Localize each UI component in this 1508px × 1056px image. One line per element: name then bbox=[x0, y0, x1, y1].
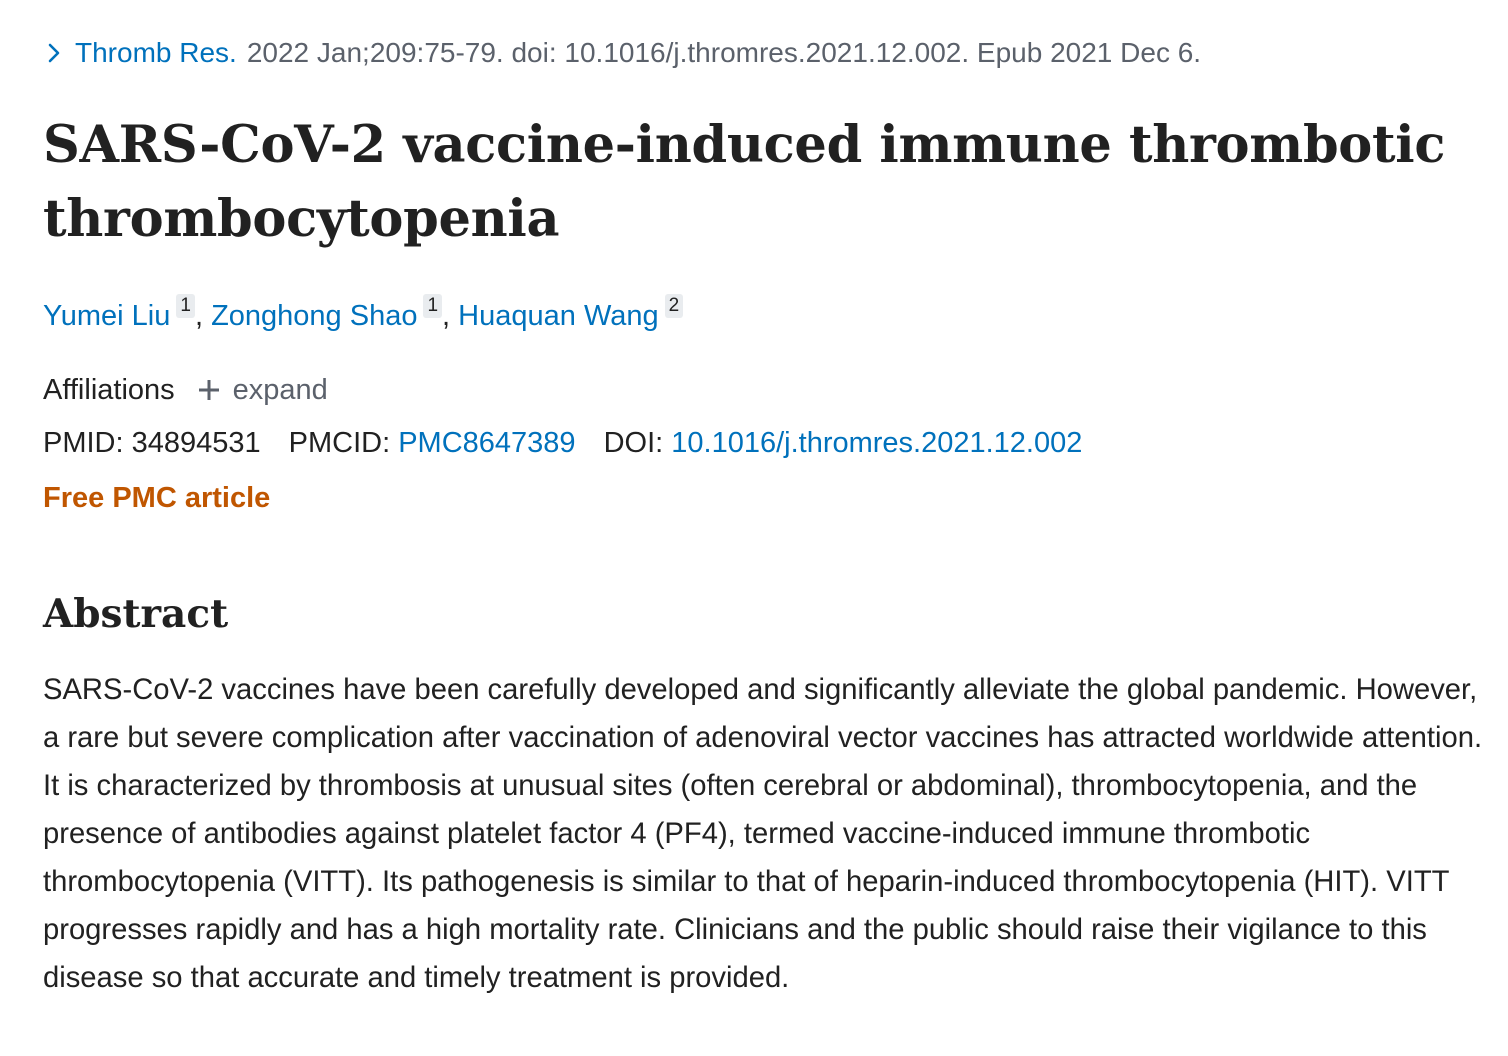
identifiers-row bbox=[43, 423, 1110, 463]
author-separator: , bbox=[442, 299, 451, 332]
author-link[interactable]: Yumei Liu bbox=[43, 299, 171, 332]
chevron-right-icon[interactable] bbox=[43, 42, 65, 64]
free-pmc-article-link[interactable]: Free PMC article bbox=[43, 481, 271, 514]
author-link[interactable]: Huaquan Wang bbox=[458, 299, 659, 332]
affiliations-row bbox=[43, 370, 328, 410]
affiliation-number[interactable]: 2 bbox=[665, 294, 684, 318]
plus-icon bbox=[197, 378, 221, 402]
abstract-heading: Abstract bbox=[43, 591, 229, 637]
pmid-value: 34894531 bbox=[131, 426, 261, 459]
journal-link[interactable]: Thromb Res. bbox=[75, 37, 237, 68]
pmid-item bbox=[43, 427, 261, 460]
citation-details: 2022 Jan;209:75-79. doi: 10.1016/j.thromres.2021.12.002. Epub 2021 Dec 6. bbox=[246, 37, 1202, 68]
doi-item bbox=[604, 427, 1083, 460]
author-link[interactable]: Zonghong Shao bbox=[211, 299, 418, 332]
affiliations-label: Affiliations bbox=[43, 373, 175, 406]
expand-label: expand bbox=[232, 373, 328, 406]
doi-link[interactable]: 10.1016/j.thromres.2021.12.002 bbox=[671, 426, 1083, 459]
pmid-label: PMID: bbox=[43, 426, 124, 459]
author-separator: , bbox=[194, 299, 203, 332]
expand-affiliations-button[interactable] bbox=[197, 374, 328, 407]
pmcid-item bbox=[289, 427, 576, 460]
author-list bbox=[43, 296, 683, 336]
affiliation-number[interactable]: 1 bbox=[176, 294, 195, 318]
citation-line bbox=[43, 33, 1201, 73]
pmcid-link[interactable]: PMC8647389 bbox=[398, 426, 576, 459]
pmcid-label: PMCID: bbox=[288, 426, 391, 459]
abstract-text: SARS-CoV-2 vaccines have been carefully developed and significantly alleviate the global pandemic. However, a rare but severe complication after vaccination of adenoviral vector vaccines has attracted worldwide attention. It is characterized by thrombosis at unusual sites (often cerebral or abdominal), thrombocytopenia, and the presence of antibodies against platelet factor 4 (PF4), termed vaccine-induced immune thrombotic thrombocytopenia (VITT). Its pathogenesis is similar to that of heparin-induced thrombocytopenia (HIT). VITT progresses rapidly and has a high mortality rate. Clinicians and the public should raise their vigilance to this disease so that accurate and timely treatment is provided. bbox=[43, 674, 1483, 994]
article-title: SARS-CoV-2 vaccine-induced immune thrombotic thrombocytopenia bbox=[43, 115, 1446, 249]
affiliation-number[interactable]: 1 bbox=[423, 294, 442, 318]
doi-label: DOI: bbox=[603, 426, 664, 459]
